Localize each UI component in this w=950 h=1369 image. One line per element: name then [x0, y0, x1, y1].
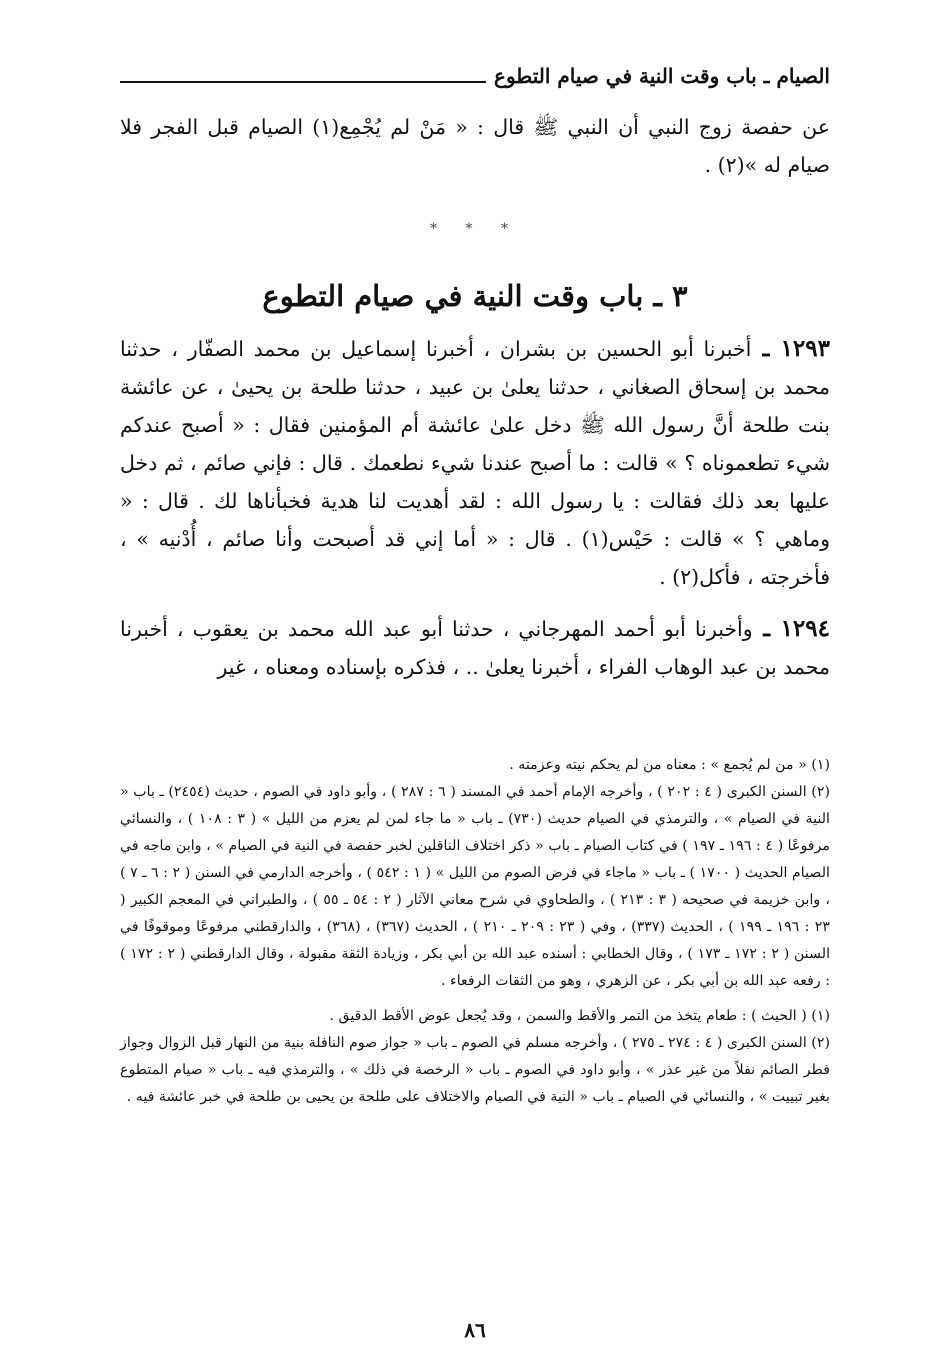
hadith-text: أخبرنا أبو الحسين بن بشران ، أخبرنا إسماعيل بن محمد الصفّار ، حدثنا محمد بن إسحاق الصغاني ، حدثنا يعلىٰ بن عبيد ، حدثنا طلحة بن يحيىٰ ، عن عائشة بنت طلحة أنَّ رسول الله ﷺ دخل علىٰ عائشة أم المؤمنين فقال : « أصبح عندكم شيء تطعموناه ؟ » قالت : ما أصبح عندنا شيء نطعمك . قال : فإني صائم ، ثم دخل عليها بعد ذلك فقالت : يا رسول الله : لقد أهديت لنا هدية فخبأناها لك . قال : « وماهي ؟ » قالت : حَيْس(١) . قال : « أما إني قد أصبحت وأنا صائم ، أُدْنيه » ، فأخرجته ، فأكل(٢) . [120, 337, 830, 589]
footnotes [120, 752, 830, 1111]
section-separator: * * * [430, 221, 520, 237]
hadith-text: وأخبرنا أبو أحمد المهرجاني ، حدثنا أبو عبد الله محمد بن يعقوب ، أخبرنا محمد بن عبد الوهاب الفراء ، أخبرنا يعلىٰ .. ، فذكره بإسناده ومعناه ، غير [120, 617, 830, 679]
footnote: (١) ( الحيث ) : طعام يتخذ من التمر والأقط والسمن ، وقد يُجعل عوض الأقط الدقيق . [329, 1008, 830, 1024]
hadith-number: ١٢٩٤ [780, 615, 830, 642]
hadith-number: ١٢٩٣ [780, 335, 830, 362]
intro-paragraph: عن حفصة زوج النبي أن النبي ﷺ قال : « مَنْ لم يُجْمِع(١) الصيام قبل الفجر فلا صيام له »(٢) . [120, 115, 830, 177]
header-rule [120, 81, 486, 83]
hadith-paragraph [120, 610, 830, 686]
page-number: ٨٦ [464, 1318, 486, 1342]
running-title: الصيام ـ باب وقت النية في صيام التطوع [486, 64, 830, 88]
paragraph-gap [120, 596, 830, 610]
hadith-dash: ـ [752, 615, 781, 642]
running-header [120, 54, 830, 88]
footnote-gap [120, 995, 830, 1003]
hadith-dash: ـ [751, 335, 781, 362]
hadith-paragraph [120, 330, 830, 596]
footnote: (١) « من لم يُجمع » : معناه من لم يحكم نيته وعزمته . [509, 757, 830, 773]
footnote: (٢) السنن الكبرى ( ٤ : ٢٧٤ ـ ٢٧٥ ) ، وأخرجه مسلم في الصوم ـ باب « جواز صوم النافلة بنية من النهار قبل الزوال وجواز فطر الصائم نفلاً من غير عذر » ، وأبو داود في الصوم ـ باب « الرخصة في ذلك » ، والترمذي فيه ـ باب « صيام المتطوع بغير تبييت » ، والنسائي في الصيام ـ باب « النية في الصيام والاختلاف على طلحة بن يحيى بن طلحة في خبر عائشة فيه . [120, 1035, 830, 1105]
footnote: (٢) السنن الكبرى ( ٤ : ٢٠٢ ) ، وأخرجه الإمام أحمد في المسند ( ٦ : ٢٨٧ ) ، وأبو داود في الصوم ، حديث (٢٤٥٤) ـ باب « النية في الصيام » ، والترمذي في الصيام حديث (٧٣٠) ـ باب « ما جاء لمن لم يعزم من الليل » ( ٣ : ١٠٨ ) ، والنسائي مرفوعًا ( ٤ : ١٩٦ ـ ١٩٧ ) في كتاب الصيام ـ باب « ذكر اختلاف الناقلين لخبر حفصة في النية في الصيام » ، وابن ماجه في الصيام الحديث ( ١٧٠٠ ) ـ باب « ماجاء في فرض الصوم من الليل » ( ١ : ٥٤٢ ) ، وأخرجه الدارمي في السنن ( ٢ : ٦ ـ ٧ ) ، وابن خزيمة في صحيحه ( ٣ : ٢١٣ ) ، والطحاوي في شرح معاني الآثار ( ٢ : ٥٤ ـ ٥٥ ) ، والطبراني في المعجم الكبير ( ٢٣ : ١٩٦ ـ ١٩٩ ) ، الحديث (٣٣٧) ، وفي ( ٢٣ : ٢٠٩ ـ ٢١٠ ) ، الحديث (٣٦٧) ، (٣٦٨) ، والدارقطني مرفوعًا وموقوفًا في السنن ( ٢ : ١٧٢ ـ ١٧٣ ) ، وقال الخطابي : أسنده عبد الله بن أبي بكر ، وزيادة الثقة مقبولة ، وقال الدارقطني ( ٢ : ١٧٢ ) : رفعه عبد الله بن أبي بكر ، عن الزهري ، وهو من الثقات الرفعاء . [120, 784, 831, 989]
chapter-title: ٣ ـ باب وقت النية في صيام التطوع [262, 279, 688, 313]
main-text [120, 108, 830, 686]
